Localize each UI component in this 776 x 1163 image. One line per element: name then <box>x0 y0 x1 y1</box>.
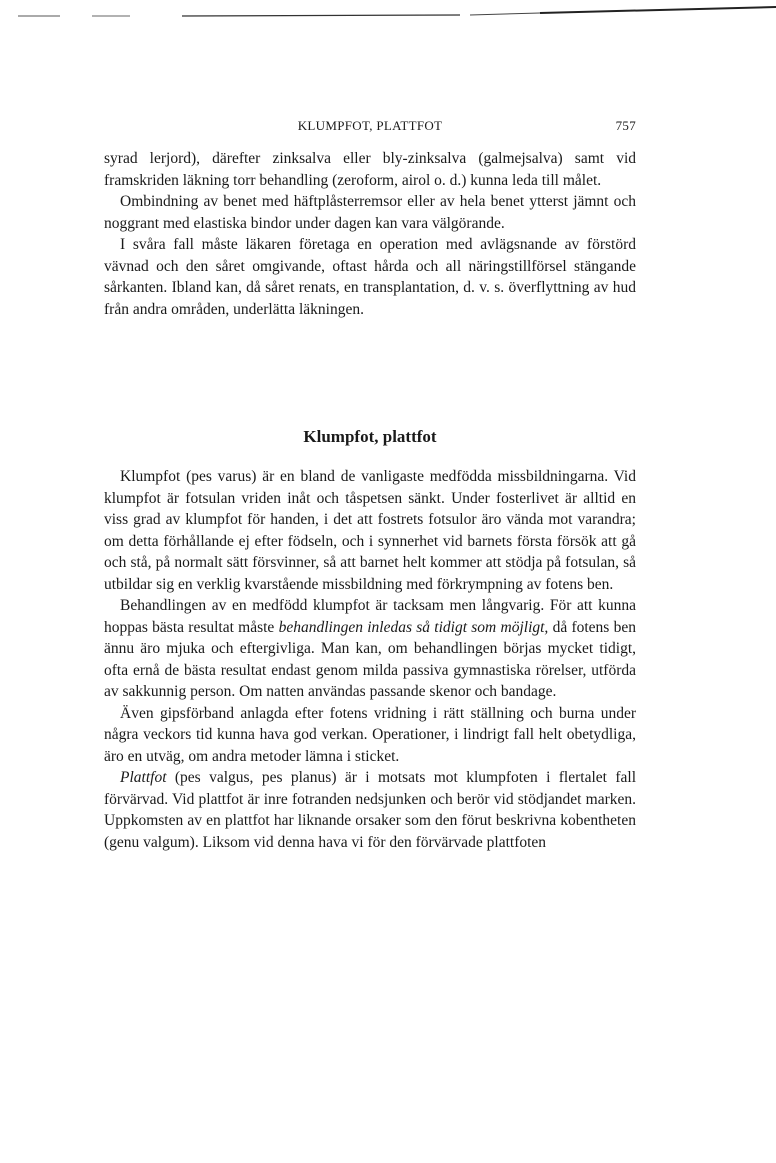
paragraph <box>104 767 636 853</box>
paragraph: Även gipsförband anlagda efter fotens vridning i rätt ställning och burna under några veckors tid kunna hava god verkan. Operationer, i lindrigt fall helt obetydliga, äro en utväg, om andra metoder lämna i sticket. <box>104 704 636 765</box>
paragraph <box>104 595 636 703</box>
paragraph: I svåra fall måste läkaren företaga en operation med avlägsnande av förstörd vävnad och den såret omgivande, oftast hårda och all näringstillförsel stängande sårkanten. Ibland kan, då såret renats, en transplantation, d. v. s. överflyttning av hud från andra områden, underlätta läkningen. <box>104 236 636 318</box>
body-text-continued <box>104 148 636 320</box>
scan-edge-rule <box>0 4 776 20</box>
section-heading: Klumpfot, plattfot <box>303 427 437 446</box>
running-header <box>104 116 636 138</box>
text-run: (pes valgus, pes planus) är i motsats mot klumpfoten i flertalet fall förvärvad. Vid plattfot är inre fotranden nedsjunken och berör vid stödjandet marken. Uppkomsten av en plattfot har liknande orsaker som den förut beskrivna kobentheten (genu valgum). Liksom vid denna hava vi för den förvärvade plattfoten <box>104 769 636 851</box>
term-italic: Plattfot <box>120 769 167 786</box>
paragraph: Ombindning av benet med häftplåsterremsor eller av hela benet ytterst jämnt och noggrant med elastiska bindor under dagen kan vara välgörande. <box>104 193 636 232</box>
text-run: då fotens ben ännu äro mjuka och eftergivliga. Man kan, om behandlingen börjas mycket tidigt, ofta ernå de bästa resultat endast genom milda passiva gymnastiska rörelser, utförda av sakkunnig person. Om natten användas passande skenor och bandage. <box>104 618 636 700</box>
paragraph: syrad lerjord), därefter zinksalva eller bly-zinksalva (galmejsalva) samt vid framskriden läkning torr behandling (zeroform, airol o. d.) kunna leda till målet. <box>104 150 636 189</box>
running-title: KLUMPFOT, PLATTFOT <box>297 118 443 133</box>
page-number: 757 <box>615 118 636 133</box>
text-run: Behandlingen av en medfödd klumpfot är tacksam men långvarig. För att kunna hoppas bästa resultat måste <box>104 597 636 636</box>
body-text-section <box>104 466 636 853</box>
paragraph: Klumpfot (pes varus) är en bland de vanligaste medfödda missbildningarna. Vid klumpfot är fotsulan vriden inåt och tåspetsen sänkt. Under fosterlivet är alltid en viss grad av klumpfot för handen, i det att fostrets fotsulor äro vända mot varandra; om detta förhållande ej efter födseln, och i synnerhet vid barnets första försök att gå och stå, på normalt sätt försvinner, så att barnet helt kommer att stödja på fotsulan, så utbildar sig en verklig kvarstående missbildning med förkrympning av fotens ben. <box>104 468 636 593</box>
emphasis-text: behandlingen inledas så tidigt som möjligt, <box>278 618 549 636</box>
